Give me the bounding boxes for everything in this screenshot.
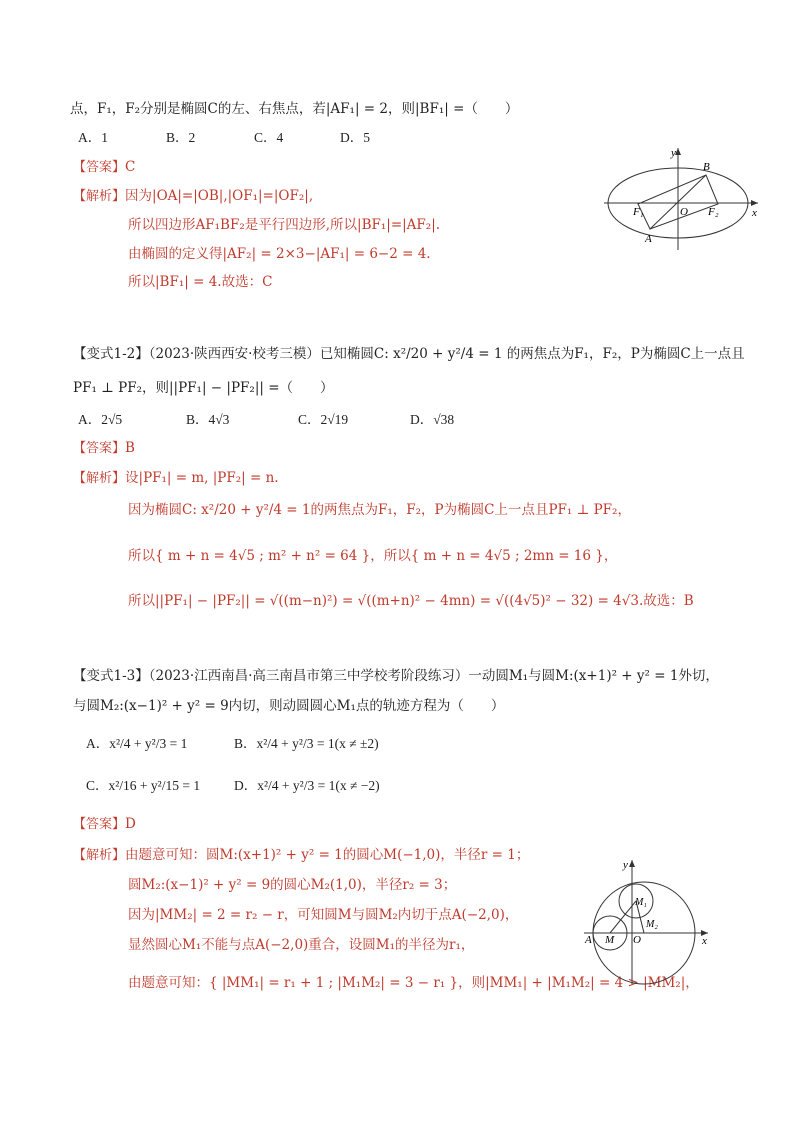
problem2-stem-1: 【变式1-2】（2023·陕西西安·校考三模）已知椭圆C: x²/20 + y²/4 = 1 的两焦点为F₁，F₂，P为椭圆C上一点且 xyxy=(73,346,745,362)
analysis-label: 【解析】 xyxy=(73,471,126,486)
answer-label: 【答案】 xyxy=(73,160,126,175)
problem3-analysis-2: 圆M₂:(x−1)² + y² = 9的圆心M₂(1,0)，半径r₂ = 3； xyxy=(128,877,457,893)
problem3-analysis-3: 因为|MM₂| = 2 = r₂ − r，可知圆M与圆M₂内切于点A(−2,0)， xyxy=(128,907,519,923)
problem2-answer xyxy=(73,438,135,459)
fig1-label-a: A xyxy=(645,233,652,245)
ellipse-figure xyxy=(598,142,764,254)
problem3-analysis-5: 由题意可知：{ |MM₁| = r₁ + 1 ; |M₁M₂| = 3 − r₁ }，则|MM₁| + |M₁M₂| = 4 > |MM₂|， xyxy=(128,975,699,991)
fig2-label-m2: M₂ xyxy=(646,919,658,930)
problem1-analysis-3: 由椭圆的定义得|AF₂| = 2×3−|AF₁| = 6−2 = 4. xyxy=(128,246,431,262)
problem1-option-c: C．4 xyxy=(254,130,284,145)
problem2-analysis-3: 所以{ m + n = 4√5 ; m² + n² = 64 }，所以{ m + n = 4√5 ; 2mn = 16 }， xyxy=(128,548,618,564)
analysis-label: 【解析】 xyxy=(73,189,126,204)
problem3-option-a: A．x²/4 + y²/3 = 1 xyxy=(86,736,188,751)
fig2-label-m1: M₁ xyxy=(635,897,647,908)
fig2-label-m: M xyxy=(605,934,615,946)
problem1-option-b: B．2 xyxy=(166,130,196,145)
problem1-stem: 点，F₁，F₂分别是椭圆C的左、右焦点，若|AF₁| = 2，则|BF₁| =（ ） xyxy=(70,101,519,117)
problem3-stem-2: 与圆M₂:(x−1)² + y² = 9内切，则动圆圆心M₁点的轨迹方程为（ ） xyxy=(73,698,505,714)
answer-value: D xyxy=(125,816,136,832)
problem2-analysis-1: 【解析】设|PF₁| = m, |PF₂| = n. xyxy=(73,470,279,486)
problem1-analysis-4: 所以|BF₁| = 4.故选：C xyxy=(128,274,273,290)
y-axis-arrow xyxy=(629,860,635,867)
problem3-option-d: D．x²/4 + y²/3 = 1(x ≠ −2) xyxy=(234,778,380,793)
problem3-stem-1: 【变式1-3】（2023·江西南昌·高三南昌市第三中学校考阶段练习）一动圆M₁与圆M:(x+1)² + y² = 1外切， xyxy=(73,668,719,684)
fig2-label-x: x xyxy=(702,935,707,947)
fig2-label-o: O xyxy=(633,934,641,946)
answer-value: C xyxy=(125,159,136,175)
problem1-answer xyxy=(73,157,135,178)
fig1-label-o: O xyxy=(680,206,688,218)
problem2-analysis-2: 因为椭圆C: x²/20 + y²/4 = 1的两焦点为F₁，F₂，P为椭圆C上一点且PF₁ ⊥ PF₂， xyxy=(128,502,631,518)
analysis-label: 【解析】 xyxy=(73,848,126,863)
problem2-option-d: D．√38 xyxy=(410,412,455,427)
fig1-label-b: B xyxy=(703,161,710,173)
problem2-option-b: B．4√3 xyxy=(186,412,230,427)
answer-label: 【答案】 xyxy=(73,817,126,832)
problem2-option-a: A．2√5 xyxy=(78,412,123,427)
fig1-label-f2: F₂ xyxy=(708,206,719,218)
x-axis-arrow xyxy=(751,200,758,206)
problem1-analysis-1: 【解析】因为|OA|=|OB|,|OF₁|=|OF₂|, xyxy=(73,188,314,204)
problem3-analysis-4: 显然圆心M₁不能与点A(−2,0)重合，设圆M₁的半径为r₁， xyxy=(128,937,475,953)
fig2-label-a: A xyxy=(585,934,592,946)
problem3-option-c: C．x²/16 + y²/15 = 1 xyxy=(86,778,201,793)
problem1-option-d: D．5 xyxy=(340,130,370,145)
fig1-label-f1: F₁ xyxy=(633,206,644,218)
problem3-answer xyxy=(73,814,136,835)
fig1-label-y: y xyxy=(671,147,676,159)
problem3-option-b: B．x²/4 + y²/3 = 1(x ≠ ±2) xyxy=(234,736,379,751)
problem1-option-a: A．1 xyxy=(78,130,108,145)
problem3-analysis-1: 【解析】由题意可知：圆M:(x+1)² + y² = 1的圆心M(−1,0)，半径r = 1； xyxy=(73,847,530,863)
problem2-stem-2: PF₁ ⊥ PF₂，则||PF₁| − |PF₂|| =（ ） xyxy=(73,380,334,396)
circles-figure xyxy=(580,854,714,988)
answer-label: 【答案】 xyxy=(73,441,126,456)
problem2-option-c: C．2√19 xyxy=(298,412,349,427)
y-axis-arrow xyxy=(675,148,681,155)
fig1-label-x: x xyxy=(752,207,757,219)
problem2-analysis-4: 所以||PF₁| − |PF₂|| = √((m−n)²) = √((m+n)² − 4mn) = √((4√5)² − 32) = 4√3.故选：B xyxy=(128,593,694,609)
problem1-analysis-2: 所以四边形AF₁BF₂是平行四边形,所以|BF₁|=|AF₂|. xyxy=(128,217,441,233)
fig2-label-y: y xyxy=(623,859,628,871)
answer-value: B xyxy=(125,440,135,456)
